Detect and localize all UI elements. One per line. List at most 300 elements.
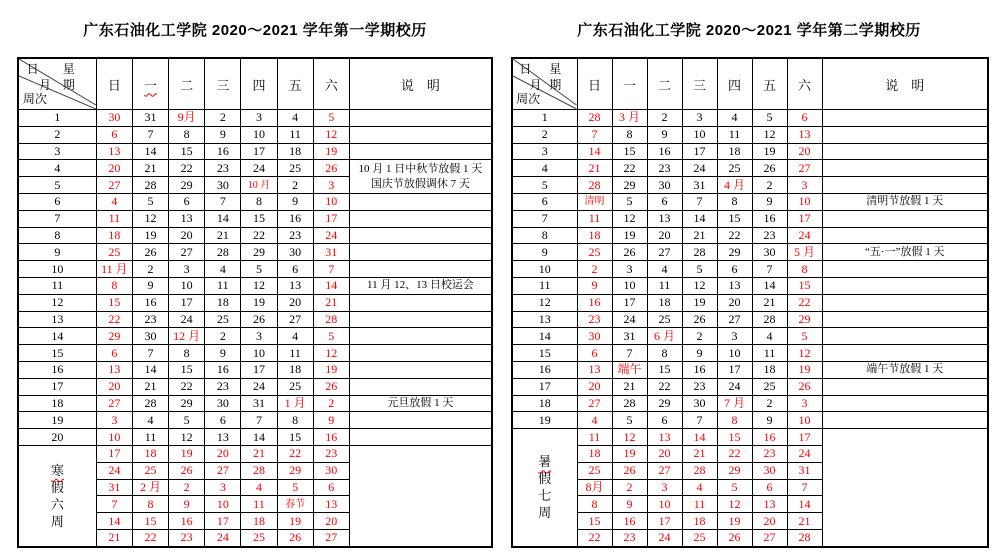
- day-cell: 24: [682, 160, 717, 177]
- vacation-day-cell: 19: [612, 445, 647, 462]
- vacation-day-cell: 29: [717, 462, 752, 479]
- day-cell: 2: [647, 110, 682, 127]
- day-cell: 21: [752, 294, 787, 311]
- day-cell: 30: [647, 177, 682, 194]
- vacation-day-cell: 23: [169, 529, 205, 546]
- day-cell: 18: [752, 361, 787, 378]
- weekday-header-label: 三: [692, 77, 706, 93]
- day-cell: 30: [577, 328, 612, 345]
- day-cell: 10: [169, 277, 205, 294]
- day-cell: 8: [277, 412, 313, 429]
- vacation-label-cell: [18, 445, 96, 546]
- vacation-day-cell: 10: [205, 496, 241, 513]
- day-cell: 3: [241, 328, 277, 345]
- day-cell: 6: [205, 412, 241, 429]
- vacation-day-cell: 21: [241, 445, 277, 462]
- day-cell: 4: [96, 193, 132, 210]
- day-cell: 10: [241, 126, 277, 143]
- day-cell: 11: [752, 345, 787, 362]
- day-cell: 6 月: [647, 328, 682, 345]
- weekday-header-cell: [612, 58, 647, 110]
- vacation-day-cell: 11: [241, 496, 277, 513]
- day-cell: 15: [277, 429, 313, 446]
- corner-date-label: 月: [38, 77, 51, 92]
- week-number-cell: 1: [18, 110, 96, 127]
- vacation-day-cell: 9: [612, 496, 647, 513]
- day-cell: 4: [647, 261, 682, 278]
- week-number-cell: 2: [18, 126, 96, 143]
- corner-date-label: 日: [26, 61, 39, 76]
- day-cell: 17: [717, 361, 752, 378]
- corner-weekday-label: 星: [62, 61, 75, 76]
- note-header-cell: 说 明: [822, 58, 988, 110]
- weekday-header-label: 五: [762, 77, 776, 93]
- vacation-day-cell: 17: [96, 445, 132, 462]
- vacation-day-cell: 22: [277, 445, 313, 462]
- vacation-day-cell: 31: [96, 479, 132, 496]
- note-cell: [349, 277, 492, 294]
- day-cell: 24: [169, 311, 205, 328]
- day-cell: 10: [96, 429, 132, 446]
- day-cell: 27: [277, 311, 313, 328]
- day-cell: 5 月: [787, 244, 822, 261]
- note-cell: [349, 160, 492, 194]
- vacation-label-char: 六: [50, 496, 64, 512]
- vacation-day-cell: 15: [132, 513, 168, 530]
- vacation-day-cell: 13: [647, 429, 682, 446]
- day-cell: 20: [647, 227, 682, 244]
- day-cell: 3 月: [612, 110, 647, 127]
- day-cell: 14: [752, 277, 787, 294]
- day-cell: 9: [752, 193, 787, 210]
- day-cell: 5: [169, 412, 205, 429]
- day-cell: 15: [787, 277, 822, 294]
- day-cell: 29: [647, 395, 682, 412]
- note-cell: [822, 311, 988, 328]
- vacation-day-cell: 23: [612, 529, 647, 546]
- note-cell: [349, 210, 492, 227]
- day-cell: 16: [277, 210, 313, 227]
- day-cell: 2: [313, 395, 349, 412]
- vacation-day-cell: 29: [277, 462, 313, 479]
- day-cell: 19: [241, 294, 277, 311]
- day-cell: 29: [169, 177, 205, 194]
- vacation-day-cell: 14: [682, 429, 717, 446]
- vacation-day-cell: 7: [787, 479, 822, 496]
- day-cell: 20: [277, 294, 313, 311]
- day-cell: 2: [205, 110, 241, 127]
- day-cell: 29: [169, 395, 205, 412]
- vacation-day-cell: 23: [313, 445, 349, 462]
- vacation-day-cell: 31: [787, 462, 822, 479]
- weekday-header-label: 一: [144, 77, 158, 93]
- weekday-header-cell: [96, 58, 132, 110]
- vacation-day-cell: 20: [647, 445, 682, 462]
- vacation-day-cell: 22: [132, 529, 168, 546]
- vacation-label-char: 周: [538, 505, 552, 521]
- day-cell: 19: [612, 227, 647, 244]
- note-cell: [822, 429, 988, 547]
- note-line: 端午节放假 1 天: [866, 363, 944, 376]
- week-number-cell: 9: [512, 244, 577, 261]
- vacation-label-char: 假: [50, 479, 64, 495]
- day-cell: 18: [717, 143, 752, 160]
- day-cell: 27: [717, 311, 752, 328]
- day-cell: 13: [277, 277, 313, 294]
- week-number-cell: 14: [512, 328, 577, 345]
- day-cell: 19: [787, 361, 822, 378]
- note-cell: [822, 261, 988, 278]
- vacation-day-cell: 27: [205, 462, 241, 479]
- day-cell: 7: [682, 412, 717, 429]
- day-cell: 19: [682, 294, 717, 311]
- day-cell: 6: [277, 261, 313, 278]
- day-cell: 13: [647, 210, 682, 227]
- day-cell: 4: [277, 110, 313, 127]
- day-cell: 28: [132, 395, 168, 412]
- week-number-cell: 10: [18, 261, 96, 278]
- note-cell: [349, 143, 492, 160]
- day-cell: 10: [787, 193, 822, 210]
- day-cell: 28: [612, 395, 647, 412]
- week-number-cell: 17: [512, 378, 577, 395]
- day-cell: 23: [132, 311, 168, 328]
- day-cell: 5: [612, 412, 647, 429]
- day-cell: 清明: [577, 193, 612, 210]
- day-cell: 11: [577, 210, 612, 227]
- day-cell: 28: [313, 311, 349, 328]
- day-cell: 23: [752, 227, 787, 244]
- day-cell: 15: [612, 143, 647, 160]
- note-cell: [822, 143, 988, 160]
- day-cell: 4: [132, 412, 168, 429]
- week-number-cell: 16: [512, 361, 577, 378]
- vacation-label-char: 暑: [538, 454, 552, 470]
- note-cell: [822, 412, 988, 429]
- day-cell: 18: [96, 227, 132, 244]
- day-cell: 9: [752, 412, 787, 429]
- day-cell: 11: [647, 277, 682, 294]
- note-cell: [822, 294, 988, 311]
- vacation-day-cell: 26: [612, 462, 647, 479]
- day-cell: 9: [577, 277, 612, 294]
- day-cell: 23: [647, 160, 682, 177]
- day-cell: 12: [313, 345, 349, 362]
- day-cell: 16: [313, 429, 349, 446]
- note-cell: [822, 227, 988, 244]
- day-cell: 18: [577, 227, 612, 244]
- calendar-table: [17, 57, 493, 548]
- vacation-day-cell: 3: [205, 479, 241, 496]
- corner-date-label: 日: [519, 61, 532, 76]
- note-cell: [349, 361, 492, 378]
- note-cell: [822, 277, 988, 294]
- day-cell: 22: [787, 294, 822, 311]
- vacation-day-cell: 18: [132, 445, 168, 462]
- day-cell: 19: [752, 143, 787, 160]
- day-cell: 5: [682, 261, 717, 278]
- vacation-day-cell: 6: [313, 479, 349, 496]
- week-number-cell: 6: [18, 193, 96, 210]
- week-number-cell: 5: [18, 177, 96, 194]
- day-cell: 6: [96, 126, 132, 143]
- day-cell: 8: [717, 412, 752, 429]
- day-cell: 16: [647, 143, 682, 160]
- day-cell: 3: [241, 110, 277, 127]
- vacation-day-cell: 5: [717, 479, 752, 496]
- calendar-semester-2: [511, 22, 987, 548]
- note-cell: [822, 177, 988, 194]
- vacation-day-cell: 18: [682, 513, 717, 530]
- day-cell: 21: [577, 160, 612, 177]
- day-cell: 12 月: [169, 328, 205, 345]
- vacation-day-cell: 21: [682, 445, 717, 462]
- day-cell: 1 月: [277, 395, 313, 412]
- weekday-header-cell: [241, 58, 277, 110]
- week-number-cell: 12: [18, 294, 96, 311]
- day-cell: 23: [682, 378, 717, 395]
- vacation-day-cell: 2: [169, 479, 205, 496]
- vacation-day-cell: 24: [647, 529, 682, 546]
- week-number-cell: 16: [18, 361, 96, 378]
- day-cell: 15: [717, 210, 752, 227]
- day-cell: 23: [205, 160, 241, 177]
- week-number-cell: 11: [18, 277, 96, 294]
- vacation-day-cell: 14: [96, 513, 132, 530]
- note-cell: [349, 395, 492, 412]
- note-cell: [349, 193, 492, 210]
- day-cell: 24: [313, 227, 349, 244]
- day-cell: 14: [241, 429, 277, 446]
- vacation-day-cell: 13: [313, 496, 349, 513]
- week-number-cell: 4: [18, 160, 96, 177]
- vacation-day-cell: 28: [241, 462, 277, 479]
- weekday-header-cell: [277, 58, 313, 110]
- note-cell: [822, 210, 988, 227]
- weekday-header-label: 一: [622, 77, 636, 93]
- week-number-cell: 3: [512, 143, 577, 160]
- day-cell: 31: [682, 177, 717, 194]
- day-cell: 2: [752, 395, 787, 412]
- day-cell: 3: [787, 395, 822, 412]
- vacation-day-cell: 4: [241, 479, 277, 496]
- vacation-day-cell: 16: [752, 429, 787, 446]
- day-cell: 16: [682, 361, 717, 378]
- calendar-table-slot: [17, 57, 493, 548]
- weekday-header-cell: [752, 58, 787, 110]
- note-cell: [822, 328, 988, 345]
- note-cell: [349, 429, 492, 446]
- day-cell: 15: [241, 210, 277, 227]
- vacation-day-cell: 26: [169, 462, 205, 479]
- day-cell: 30: [277, 244, 313, 261]
- weekday-header-label: 日: [587, 77, 601, 93]
- day-cell: 26: [313, 160, 349, 177]
- day-cell: 16: [205, 143, 241, 160]
- day-cell: 12: [612, 210, 647, 227]
- day-cell: 9月: [169, 110, 205, 127]
- day-cell: 26: [612, 244, 647, 261]
- note-cell: [349, 328, 492, 345]
- vacation-day-cell: 17: [647, 513, 682, 530]
- vacation-day-cell: 12: [717, 496, 752, 513]
- corner-weekday-label: 期: [62, 77, 75, 92]
- week-number-cell: 13: [512, 311, 577, 328]
- day-cell: 11: [717, 126, 752, 143]
- day-cell: 9: [205, 126, 241, 143]
- day-cell: 19: [313, 143, 349, 160]
- note-cell: [349, 110, 492, 127]
- day-cell: 18: [277, 361, 313, 378]
- day-cell: 8: [787, 261, 822, 278]
- day-cell: 21: [682, 227, 717, 244]
- day-cell: 31: [241, 395, 277, 412]
- day-cell: 6: [647, 412, 682, 429]
- day-cell: 28: [577, 177, 612, 194]
- vacation-day-cell: 6: [752, 479, 787, 496]
- corner-cell: [512, 58, 577, 110]
- day-cell: 18: [277, 143, 313, 160]
- day-cell: 20: [717, 294, 752, 311]
- note-cell: [349, 445, 492, 546]
- day-cell: 13: [205, 429, 241, 446]
- day-cell: 15: [647, 361, 682, 378]
- weekday-header-label: 五: [288, 77, 302, 93]
- note-cell: [349, 345, 492, 362]
- note-line: 10 月 1 日中秋节放假 1 天: [358, 162, 483, 175]
- vacation-day-cell: 27: [647, 462, 682, 479]
- week-number-cell: 15: [512, 345, 577, 362]
- day-cell: 26: [752, 160, 787, 177]
- note-cell: [822, 160, 988, 177]
- weekday-header-cell: [787, 58, 822, 110]
- vacation-day-cell: 15: [577, 513, 612, 530]
- vacation-label-char: 寒: [50, 462, 64, 478]
- day-cell: 13: [96, 361, 132, 378]
- corner-date-label: 月: [529, 77, 542, 92]
- vacation-day-cell: 25: [682, 529, 717, 546]
- day-cell: 13: [577, 361, 612, 378]
- day-cell: 25: [717, 160, 752, 177]
- day-cell: 23: [277, 227, 313, 244]
- day-cell: 20: [577, 378, 612, 395]
- note-cell: [822, 378, 988, 395]
- calendar-title: 广东石油化工学院 2020～2021 学年第一学期校历: [83, 22, 427, 39]
- week-number-cell: 14: [18, 328, 96, 345]
- note-cell: [349, 378, 492, 395]
- day-cell: 10: [787, 412, 822, 429]
- vacation-day-cell: 4: [682, 479, 717, 496]
- day-cell: 17: [241, 143, 277, 160]
- day-cell: 8: [647, 345, 682, 362]
- day-cell: 21: [132, 160, 168, 177]
- day-cell: 15: [96, 294, 132, 311]
- day-cell: 10: [717, 345, 752, 362]
- day-cell: 8: [717, 193, 752, 210]
- day-cell: 11: [277, 345, 313, 362]
- day-cell: 2: [205, 328, 241, 345]
- day-cell: 13: [96, 143, 132, 160]
- week-number-cell: 2: [512, 126, 577, 143]
- week-number-cell: 4: [512, 160, 577, 177]
- vacation-day-cell: 8: [132, 496, 168, 513]
- note-cell: [822, 244, 988, 261]
- week-number-cell: 1: [512, 110, 577, 127]
- weekday-header-cell: [682, 58, 717, 110]
- day-cell: 11 月: [96, 261, 132, 278]
- week-number-cell: 13: [18, 311, 96, 328]
- vacation-label-char: 周: [50, 513, 64, 529]
- vacation-day-cell: 20: [752, 513, 787, 530]
- day-cell: 29: [241, 244, 277, 261]
- vacation-day-cell: 26: [717, 529, 752, 546]
- weekday-header-label: 二: [180, 77, 194, 93]
- day-cell: 5: [241, 261, 277, 278]
- vacation-day-cell: 27: [752, 529, 787, 546]
- day-cell: 5: [787, 328, 822, 345]
- day-cell: 7: [205, 193, 241, 210]
- vacation-day-cell: 28: [787, 529, 822, 546]
- day-cell: 29: [96, 328, 132, 345]
- week-number-cell: 8: [512, 227, 577, 244]
- vacation-day-cell: 17: [787, 429, 822, 446]
- day-cell: 23: [205, 378, 241, 395]
- day-cell: 13: [787, 126, 822, 143]
- note-cell: [822, 345, 988, 362]
- day-cell: 28: [682, 244, 717, 261]
- day-cell: 22: [647, 378, 682, 395]
- day-cell: 6: [717, 261, 752, 278]
- vacation-day-cell: 25: [132, 462, 168, 479]
- day-cell: 4 月: [717, 177, 752, 194]
- day-cell: 22: [169, 160, 205, 177]
- day-cell: 11: [96, 210, 132, 227]
- day-cell: 27: [787, 160, 822, 177]
- weekday-header-cell: [205, 58, 241, 110]
- day-cell: 5: [752, 110, 787, 127]
- vacation-day-cell: 30: [752, 462, 787, 479]
- vacation-day-cell: 3: [647, 479, 682, 496]
- day-cell: 9: [682, 345, 717, 362]
- day-cell: 28: [577, 110, 612, 127]
- day-cell: 11: [205, 277, 241, 294]
- day-cell: 26: [313, 378, 349, 395]
- vacation-label-char: 假: [538, 471, 552, 487]
- day-cell: 8: [612, 126, 647, 143]
- day-cell: 12: [682, 277, 717, 294]
- day-cell: 23: [577, 311, 612, 328]
- day-cell: 22: [612, 160, 647, 177]
- day-cell: 20: [96, 160, 132, 177]
- corner-weekday-label: 期: [549, 77, 562, 92]
- vacation-day-cell: 20: [205, 445, 241, 462]
- day-cell: 2: [752, 177, 787, 194]
- corner-week-number-label: 周次: [22, 92, 47, 106]
- day-cell: 25: [752, 378, 787, 395]
- weekday-header-label: 四: [727, 77, 741, 93]
- note-line: “五·一”放假 1 天: [865, 245, 945, 258]
- day-cell: 24: [612, 311, 647, 328]
- vacation-day-cell: 18: [241, 513, 277, 530]
- note-cell: [349, 311, 492, 328]
- day-cell: 15: [169, 361, 205, 378]
- week-number-cell: 18: [18, 395, 96, 412]
- day-cell: 3: [96, 412, 132, 429]
- day-cell: 30: [205, 177, 241, 194]
- day-cell: 21: [612, 378, 647, 395]
- day-cell: 2: [132, 261, 168, 278]
- corner-weekday-label: 星: [549, 61, 562, 76]
